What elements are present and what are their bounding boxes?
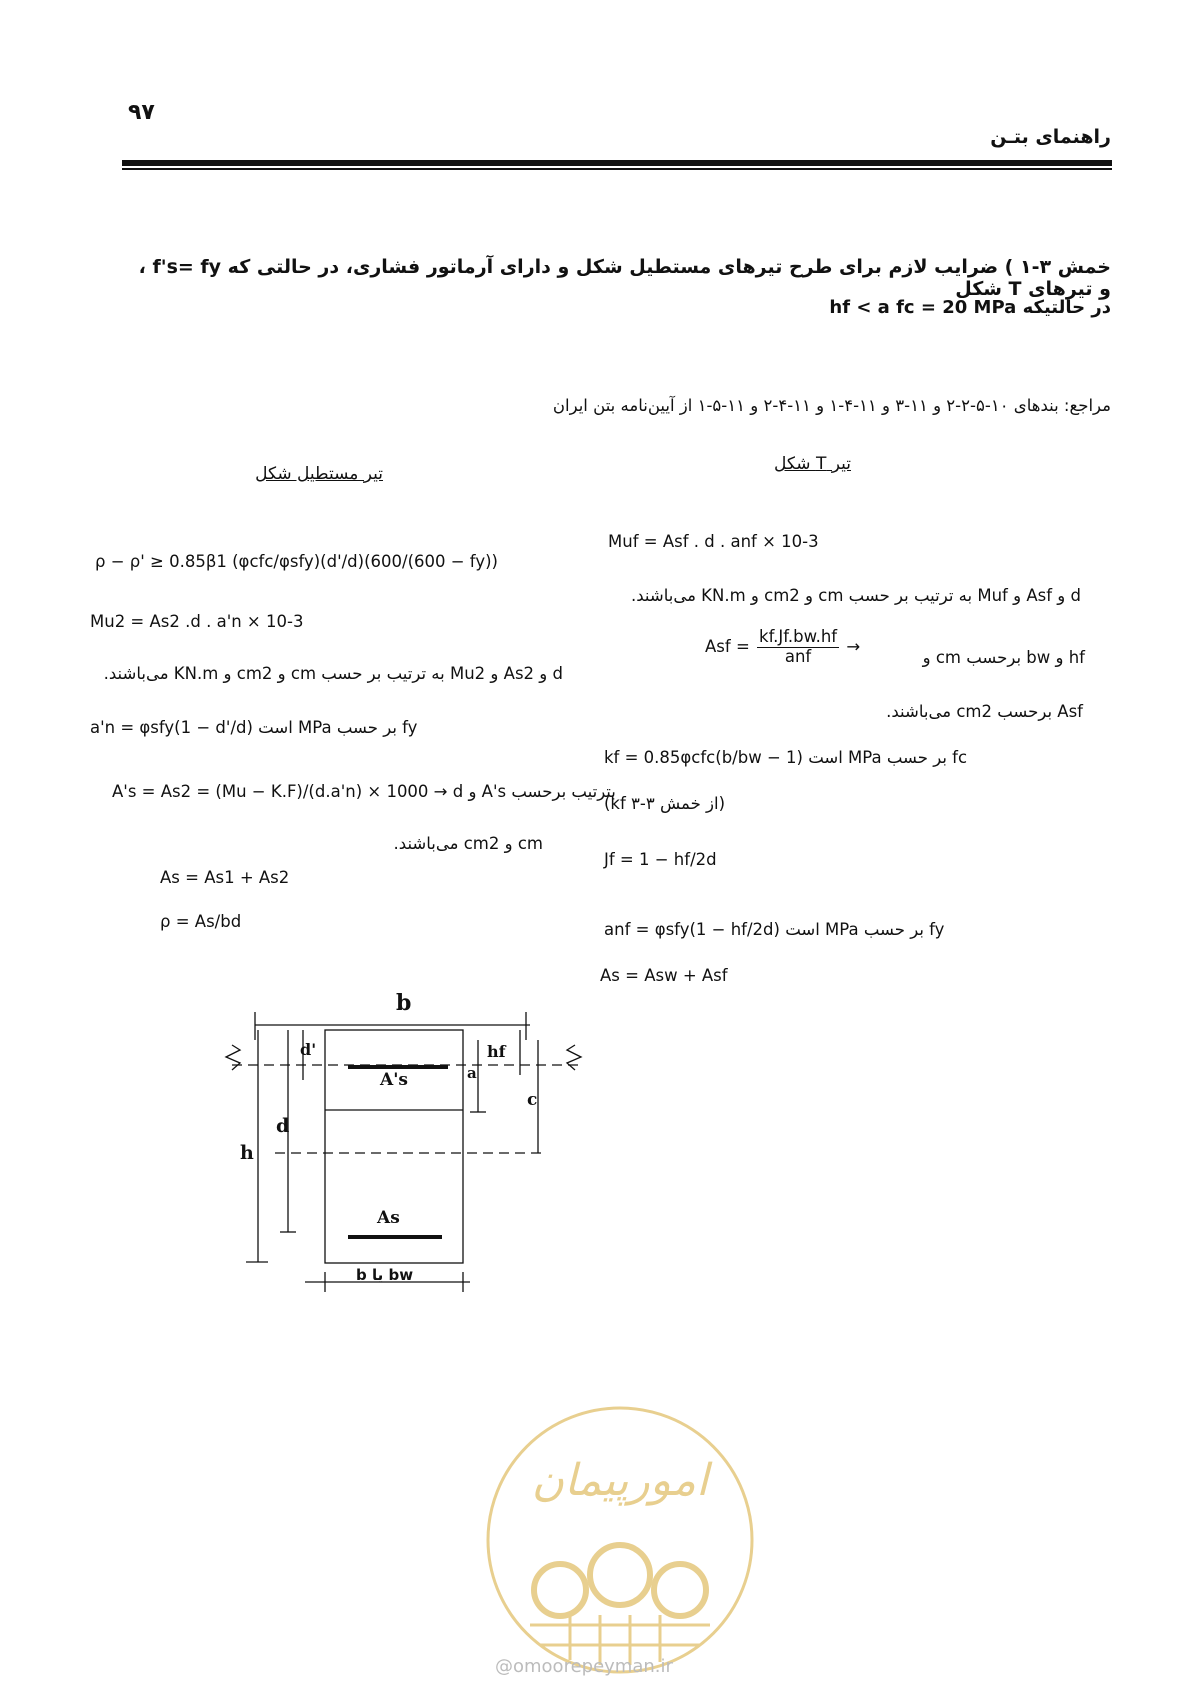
asf-formula [705, 628, 860, 667]
rect-units-note: d و As2 و Mu2 به ترتیب بر حسب cm و cm2 و KN.m می‌باشند. [103, 664, 563, 683]
label-d-prime: d' [300, 1040, 317, 1059]
section-subheading: در حالتیکه hf < a fc = 20 MPa [829, 297, 1111, 318]
as-sum-formula: As = As1 + As2 [160, 868, 290, 887]
label-hf: hf [487, 1042, 506, 1061]
book-title: راهنمای بتـن [990, 126, 1111, 148]
section-heading: خمش ۳-۱ ) ضرایب لازم برای طرح تیرهای مستطیل شکل و دارای آرماتور فشاری، در حالتی که f's= fy ، و تیرهای T شکل [138, 256, 1111, 300]
watermark-logo [480, 1400, 760, 1680]
section-outline [325, 1030, 463, 1263]
jf-formula: Jf = 1 − hf/2d [604, 850, 717, 869]
kf-reference: (kf از خمش ۳-۳) [604, 794, 726, 813]
label-as: As [377, 1208, 400, 1228]
as-total-formula: As = Asw + Asf [600, 966, 728, 985]
asf-numerator: kf.Jf.bw.hf [759, 627, 838, 646]
asf-denominator: anf [784, 646, 812, 666]
label-b: b [396, 990, 412, 1016]
t-beam-title: تیر T شکل [774, 454, 851, 474]
right-break-mark [567, 1045, 581, 1070]
asf-lhs: Asf = [705, 636, 750, 656]
watermark-logo-text: امورپیمان [531, 1455, 709, 1506]
kf-formula: kf = 0.85φcfc(b/bw − 1) است MPa بر حسب fc [604, 748, 968, 767]
label-c: c [527, 1090, 538, 1110]
page-number: ۹۷ [128, 100, 155, 125]
label-b-or-bw: b یا bw [356, 1266, 414, 1284]
gear-icon [534, 1545, 706, 1616]
references: مراجع: بندهای ۱۰-۵-۲-۲ و ۱۱-۳ و ۱۱-۴-۱ و ۱۱-۴-۲ و ۱۱-۵-۱ از آیین‌نامه بتن ایران [552, 396, 1111, 415]
label-a: a [467, 1064, 477, 1082]
t-beam-units-note: d و Asf و Muf به ترتیب بر حسب cm و cm2 و KN.m می‌باشند. [631, 586, 1081, 605]
mu2-formula: Mu2 = As2 .d . a'n × 10-3 [90, 612, 304, 631]
watermark-site: @omoorepeyman.ir [495, 1656, 673, 1677]
asf-arrow: → [846, 636, 861, 656]
left-break-mark [226, 1045, 240, 1070]
header-rule-thin [122, 168, 1112, 170]
label-as-prime: A's [380, 1070, 408, 1090]
asf-fraction [757, 628, 839, 667]
label-h: h [240, 1142, 254, 1164]
as-prime-units: cm و cm2 می‌باشند. [393, 834, 543, 853]
rect-beam-title: تیر مستطیل شکل [255, 464, 383, 484]
rho-condition: ρ − ρ' ≥ 0.85β1 (φcfc/φsfy)(d'/d)(600/(600 − fy)) [95, 552, 498, 571]
muf-formula: Muf = Asf . d . anf × 10-3 [608, 532, 819, 551]
as-prime-formula: A's = As2 = (Mu − K.F)/(d.a'n) × 1000 → d و A's بترتیب برحسب [112, 782, 616, 801]
asf-units: hf و bw برحسب cm و [922, 648, 1085, 667]
an-formula: a'n = φsfy(1 − d'/d) است MPa بر حسب fy [90, 718, 418, 737]
rho-formula: ρ = As/bd [160, 912, 242, 931]
label-d: d [276, 1115, 290, 1137]
anf-formula: anf = φsfy(1 − hf/2d) است MPa بر حسب fy [604, 920, 945, 939]
asf-units-2: Asf برحسب cm2 می‌باشند. [886, 702, 1083, 721]
header-rule [122, 160, 1112, 166]
